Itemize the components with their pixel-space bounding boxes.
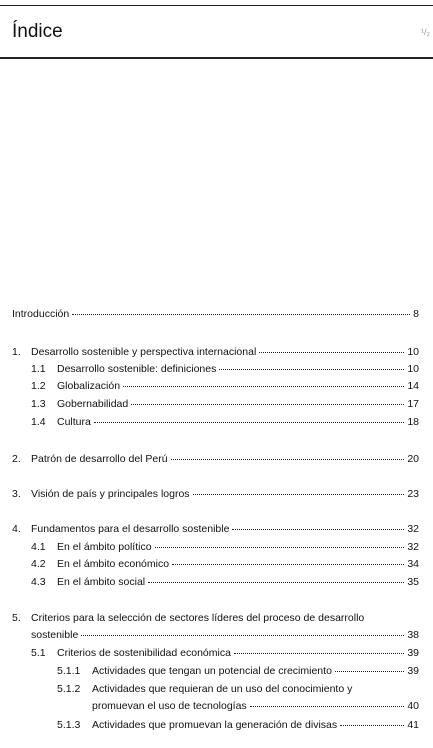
toc-entry-5-1-3[interactable] (57, 718, 419, 732)
toc-entry-4-3[interactable] (31, 575, 419, 589)
dot-leader (232, 529, 404, 530)
toc-number: 4. (12, 523, 21, 535)
toc-number: 5.1.1 (57, 665, 81, 677)
toc-entry-label-continued: sostenible (31, 629, 79, 641)
toc-entry-5-1-1[interactable] (57, 664, 419, 678)
toc-number: 5.1.3 (57, 719, 81, 731)
dot-leader (193, 494, 405, 495)
toc-page-number: 10 (407, 363, 419, 375)
dot-leader (131, 404, 404, 405)
toc-number: 4.1 (31, 541, 46, 553)
toc-entry-label: Actividades que tengan un potencial de crecimiento (92, 665, 332, 677)
toc-page-number: 34 (407, 558, 419, 570)
dot-leader (155, 547, 405, 548)
toc-page-number: 20 (407, 453, 419, 465)
toc-entry-4-2[interactable] (31, 557, 419, 571)
top-border-line (0, 5, 433, 6)
dot-leader (250, 706, 405, 707)
toc-page-number: 18 (407, 416, 419, 428)
dot-leader (94, 422, 404, 423)
toc-entry-label-continued: promuevan el uso de tecnologías (92, 700, 247, 712)
toc-entry-label: Actividades que requieran de un uso del conocimiento y (92, 683, 353, 695)
toc-page-number: 14 (407, 380, 419, 392)
toc-entry-introduccion[interactable] (12, 307, 419, 321)
toc-page-number: 8 (413, 308, 419, 320)
toc-entry-label: Criterios de sostenibilidad económica (57, 647, 231, 659)
dot-leader (259, 352, 404, 353)
toc-entry-5-line1[interactable] (12, 611, 364, 625)
toc-number: 1.2 (31, 380, 46, 392)
toc-entry-label: Globalización (57, 380, 121, 392)
toc-entry-1[interactable] (12, 345, 419, 359)
toc-entry-4-1[interactable] (31, 540, 419, 554)
toc-entry-1-4[interactable] (31, 415, 419, 429)
toc-page-number: 38 (407, 629, 419, 641)
toc-entry-5-1-2-line2[interactable] (92, 699, 419, 713)
toc-number: 5.1 (31, 647, 46, 659)
toc-entry-label: En el ámbito social (57, 576, 146, 588)
toc-entry-label: En el ámbito político (57, 541, 152, 553)
toc-entry-1-1[interactable] (31, 362, 419, 376)
toc-page-number: 35 (407, 576, 419, 588)
dot-leader (81, 635, 404, 636)
toc-number: 2. (12, 453, 21, 465)
dot-leader (219, 369, 404, 370)
toc-entry-label: Desarrollo sostenible y perspectiva internacional (31, 346, 257, 358)
toc-entry-label: Fundamentos para el desarrollo sostenible (31, 523, 230, 535)
toc-number: 1.3 (31, 398, 46, 410)
toc-page-number: 32 (407, 523, 419, 535)
toc-number: 1.4 (31, 416, 46, 428)
page-title: Índice (12, 21, 63, 42)
toc-entry-5-1-2-line1[interactable] (57, 682, 352, 696)
dot-leader (148, 582, 404, 583)
toc-page-number: 10 (407, 346, 419, 358)
dot-leader (234, 653, 404, 654)
page-corner-mark: ¹/₂ (421, 27, 430, 37)
toc-number: 5. (12, 612, 21, 624)
dot-leader (72, 314, 410, 315)
header-rule (0, 57, 433, 59)
toc-number: 3. (12, 488, 21, 500)
toc-page-number: 23 (407, 488, 419, 500)
toc-entry-label: En el ámbito económico (57, 558, 170, 570)
toc-entry-label: Desarrollo sostenible: definiciones (57, 363, 217, 375)
toc-entry-2[interactable] (12, 452, 419, 466)
toc-entry-label: Introducción (12, 308, 70, 320)
dot-leader (171, 459, 405, 460)
toc-number: 5.1.2 (57, 683, 81, 695)
toc-entry-4[interactable] (12, 522, 419, 536)
toc-entry-5-1[interactable] (31, 646, 419, 660)
toc-page-number: 17 (407, 398, 419, 410)
dot-leader (172, 564, 404, 565)
toc-number: 4.3 (31, 576, 46, 588)
toc-entry-label: Cultura (57, 416, 91, 428)
toc-entry-3[interactable] (12, 487, 419, 501)
toc-page-number: 32 (407, 541, 419, 553)
toc-entry-1-2[interactable] (31, 379, 419, 393)
toc-entry-5-line2[interactable] (31, 628, 419, 642)
toc-page-number: 39 (407, 647, 419, 659)
toc-page-number: 41 (407, 719, 419, 731)
toc-number: 1.1 (31, 363, 46, 375)
toc-entry-label: Visión de país y principales logros (31, 488, 190, 500)
dot-leader (123, 386, 404, 387)
dot-leader (335, 671, 404, 672)
toc-entry-label: Patrón de desarrollo del Perú (31, 453, 168, 465)
toc-page-number: 39 (407, 665, 419, 677)
dot-leader (340, 725, 404, 726)
toc-page-number: 40 (407, 700, 419, 712)
toc-entry-1-3[interactable] (31, 397, 419, 411)
toc-entry-label: Criterios para la selección de sectores líderes del proceso de desarrollo (31, 612, 365, 624)
toc-number: 1. (12, 346, 21, 358)
toc-entry-label: Actividades que promuevan la generación de divisas (92, 719, 338, 731)
toc-number: 4.2 (31, 558, 46, 570)
toc-entry-label: Gobernabilidad (57, 398, 129, 410)
